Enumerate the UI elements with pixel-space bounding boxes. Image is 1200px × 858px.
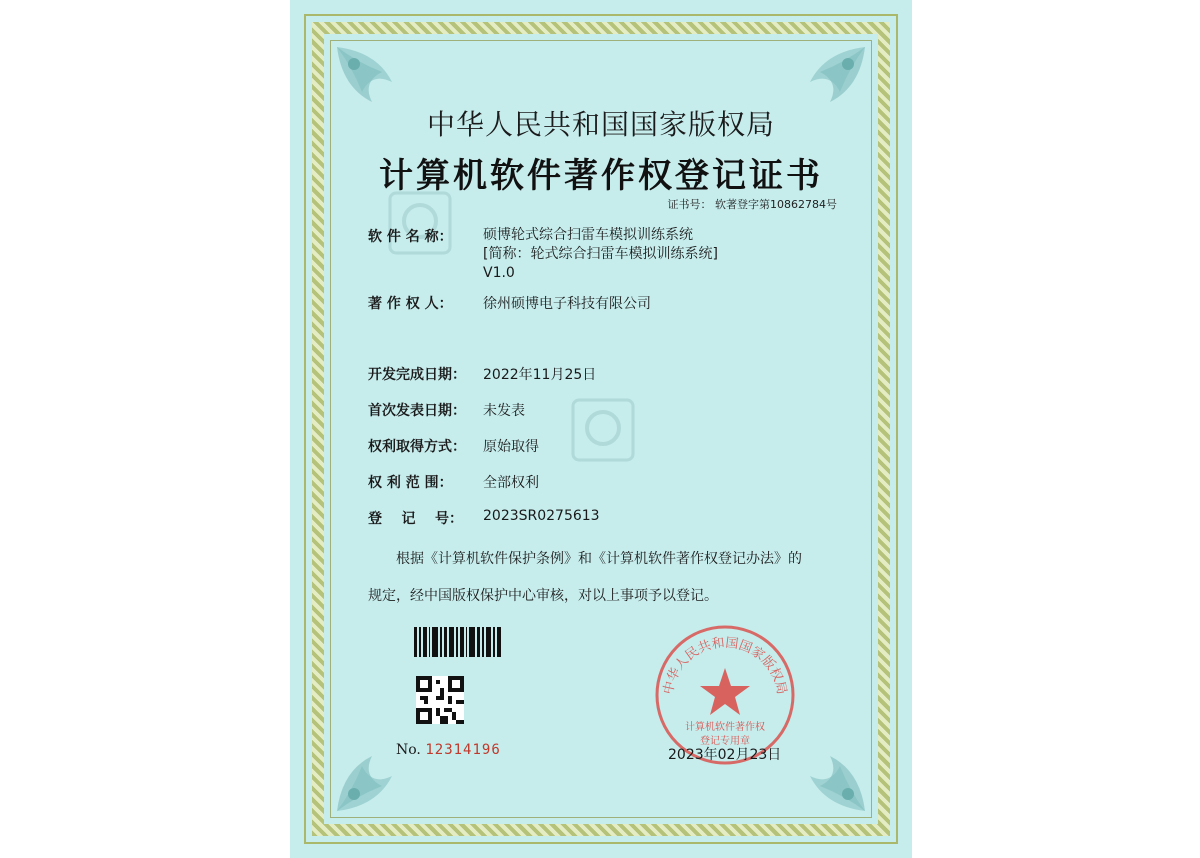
field-value: 未发表 [483,403,525,419]
certificate-number-label: 证书号： [667,198,712,211]
field-label: 权 利 范 围： [368,475,453,491]
copyright-watermark-icon [385,188,455,258]
field-label: 权利取得方式： [368,439,466,455]
software-version: V1.0 [483,265,515,281]
field-value: 全部权利 [483,475,539,491]
field-value: 2022年11月25日 [483,367,597,383]
qr-code [416,676,464,724]
field-label: 开发完成日期： [368,367,466,383]
field-label: 登 记 号： [368,511,463,527]
authority-title: 中华人民共和国国家版权局 [426,108,775,141]
certificate-title: 计算机软件著作权登记证书 [379,156,823,196]
issue-date: 2023年02月23日 [668,747,782,763]
seal-inner-line-1: 计算机软件著作权 [685,722,765,733]
certificate-number-value: 软著登字第10862784号 [715,198,837,211]
field-value: 原始取得 [483,439,539,455]
software-short-name: [简称：轮式综合扫雷车模拟训练系统] [483,246,718,262]
corner-ornament-icon [332,726,422,816]
serial-number-value: 12314196 [425,742,501,758]
field-value [483,226,718,283]
field-label: 软 件 名 称： [368,229,453,245]
field-label: 首次发表日期： [368,403,466,419]
software-full-name: 硕博轮式综合扫雷车模拟训练系统 [483,227,693,243]
seal-outer-text: 中华人民共和国国家版权局 [661,635,789,696]
serial-number [396,742,501,758]
barcode [414,627,502,657]
certificate [290,0,912,858]
statement-line-2: 规定，经中国版权保护中心审核，对以上事项予以登记。 [368,588,718,604]
field-label: 著 作 权 人： [368,296,453,312]
serial-prefix: No. [396,742,421,758]
field-value: 2023SR0275613 [483,508,600,524]
certificate-number [668,196,838,212]
field-value: 徐州硕博电子科技有限公司 [483,296,651,312]
copyright-watermark-icon [568,395,638,465]
seal-inner-line-2: 登记专用章 [700,736,750,747]
statement-line-1: 根据《计算机软件保护条例》和《计算机软件著作权登记办法》的 [396,551,802,567]
